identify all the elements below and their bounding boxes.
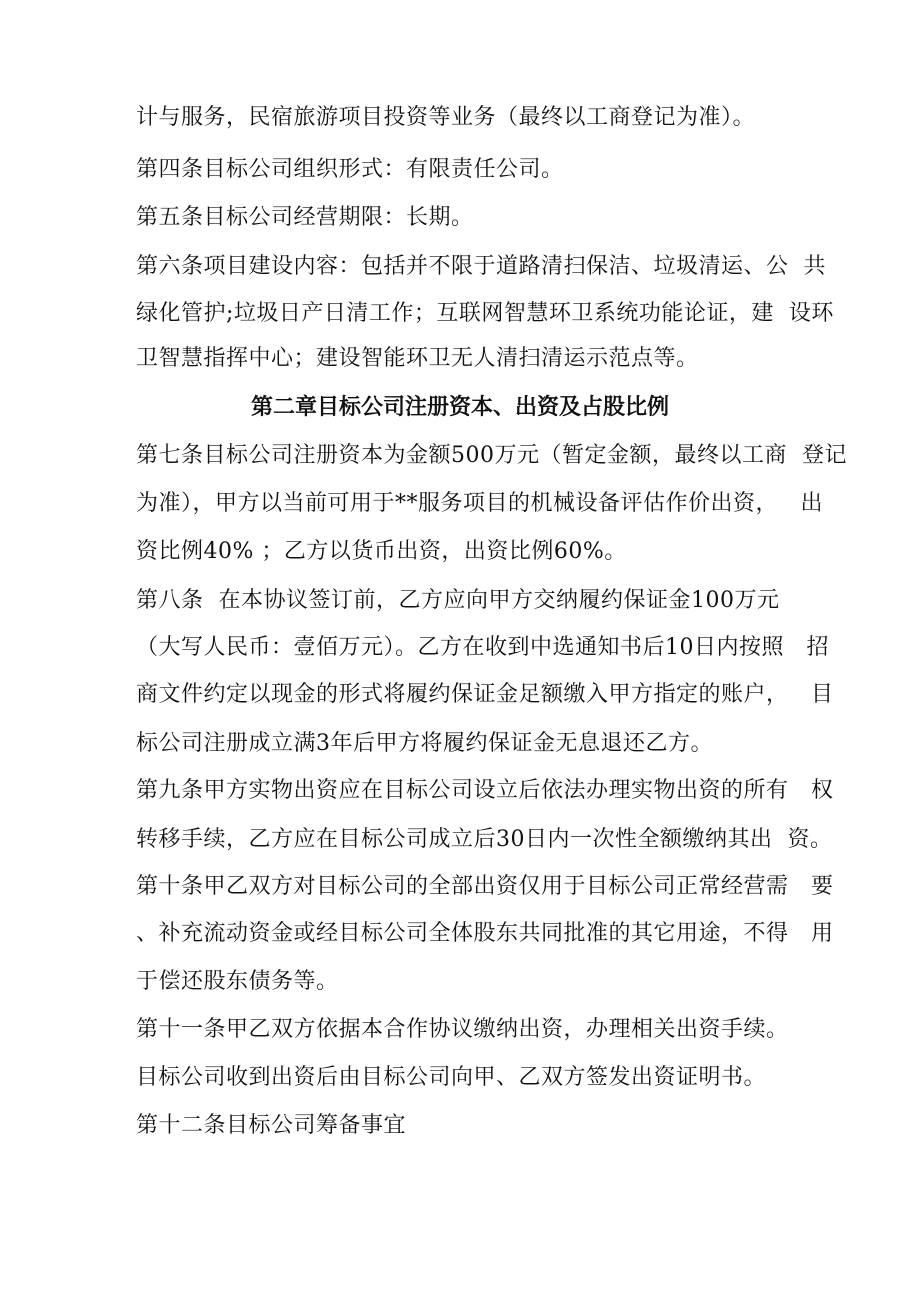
text-line: 第五条目标公司经营期限：长期。 (136, 205, 474, 230)
text-line: 第七条目标公司注册资本为金额500万元（暂定金额，最终以工商 登记 (136, 443, 847, 468)
text-line: 于偿还股东债务等。 (136, 969, 339, 994)
text-line: 第九条甲方实物出资应在目标公司设立后依法办理实物出资的所有 权 (136, 778, 834, 803)
text-line: 第六条项目建设内容：包括并不限于道路清扫保洁、垃圾清运、公 共 (136, 254, 826, 279)
text-line: 绿化管护;垃圾日产日清工作；互联网智慧环卫系统功能论证，建 设环 (136, 301, 834, 326)
text-line: 标公司注册成立满3年后甲方将履约保证金无息退还乙方。 (136, 731, 713, 756)
text-line: 第四条目标公司组织形式：有限责任公司。 (136, 157, 564, 182)
chapter-heading: 第二章目标公司注册资本、出资及占股比例 (250, 394, 669, 420)
text-line: 为准），甲方以当前可用于**服务项目的机械设备评估作价出资， 出 (136, 491, 823, 516)
text-line: 第十二条目标公司筹备事宜 (136, 1113, 407, 1138)
text-line: 资比例40% ；乙方以货币出资，出资比例60%。 (136, 539, 627, 564)
text-line: 商文件约定以现金的形式将履约保证金足额缴入甲方指定的账户， 目 (136, 682, 834, 707)
text-line: （大写人民币：壹佰万元）。乙方在收到中选通知书后10日内按照 招 (136, 635, 829, 660)
text-line: 第八条 在本协议签订前，乙方应向甲方交纳履约保证金100万元 (136, 588, 780, 613)
text-line: 第十一条甲乙双方依据本合作协议缴纳出资，办理相关出资手续。 (136, 1017, 789, 1042)
text-line: 、补充流动资金或经目标公司全体股东共同批准的其它用途，不得 用 (136, 921, 834, 946)
text-line: 转移手续，乙方应在目标公司成立后30日内一次性全额缴纳其出 资。 (136, 827, 833, 852)
text-line: 卫智慧指挥中心；建设智能环卫无人清扫清运示范点等。 (136, 346, 699, 371)
text-line: 第十条甲乙双方对目标公司的全部出资仅用于目标公司正常经营需 要 (136, 874, 834, 899)
text-line: 目标公司收到出资后由目标公司向甲、乙双方签发出资证明书。 (136, 1065, 767, 1090)
text-line: 计与服务，民宿旅游项目投资等业务（最终以工商登记为准）。 (136, 105, 756, 130)
